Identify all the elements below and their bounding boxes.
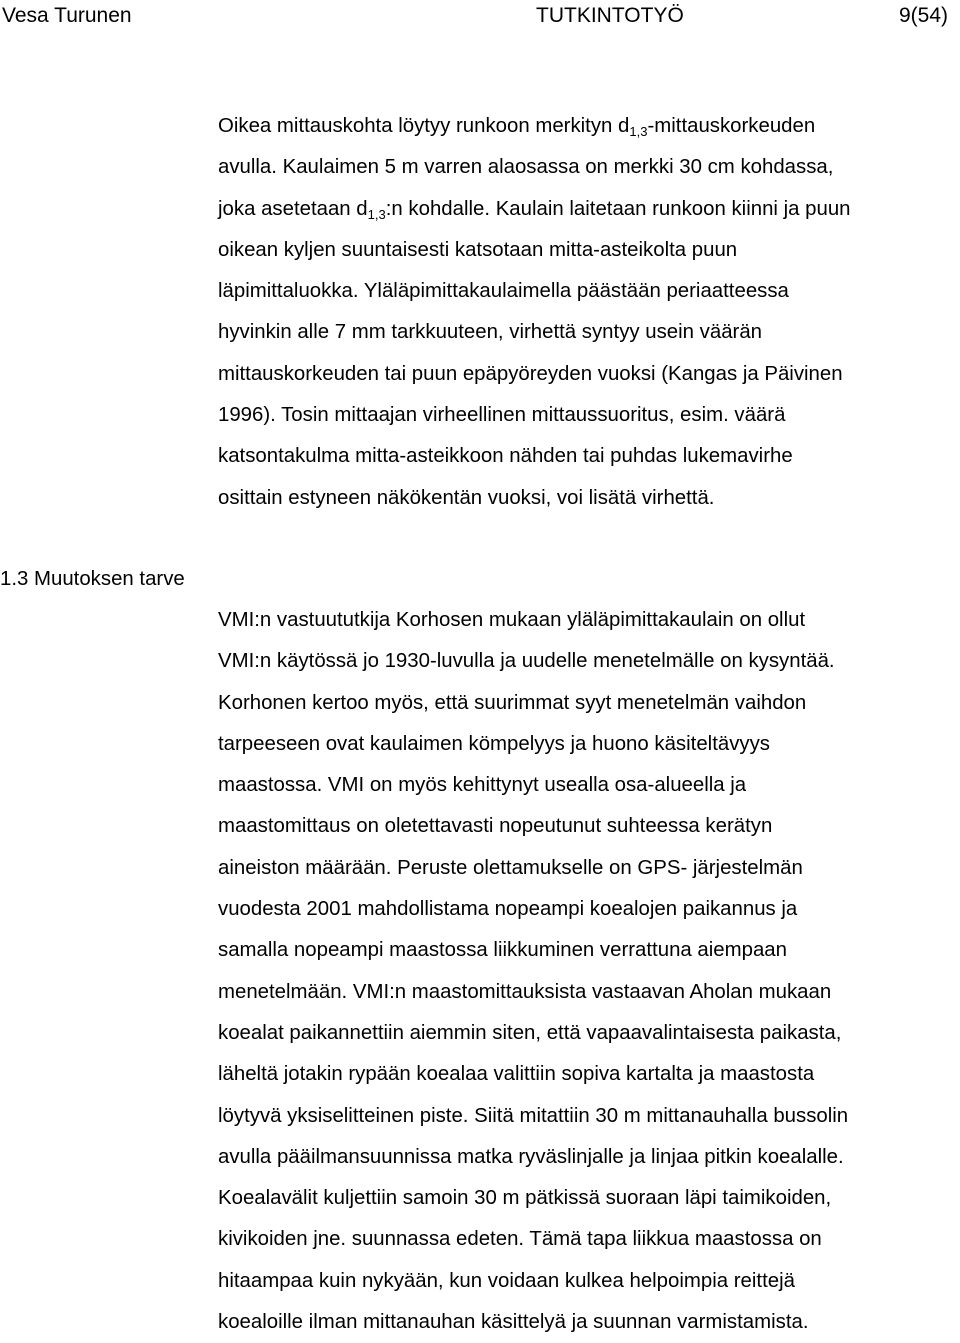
section-heading: 1.3 Muutoksen tarve	[0, 568, 185, 590]
text-line: Koealavälit kuljettiin samoin 30 m pätkissä suoraan läpi taimikoiden,	[218, 1187, 832, 1210]
text-line: mittauskorkeuden tai puun epäpyöreyden vuoksi (Kangas ja Päivinen	[218, 362, 843, 385]
text-line: koealoille ilman mittanauhan käsittelyä ja suunnan varmistamista.	[218, 1311, 809, 1334]
text-line: osittain estyneen näkökentän vuoksi, voi lisätä virhettä.	[218, 486, 715, 509]
text-line: joka asetetaan $d_{1,3}:n$ kohdalle. Kaulain laitetaan runkoon kiinni ja puun	[218, 197, 851, 222]
text-line: löytyvä yksiselitteinen piste. Siitä mitattiin 30 m mittanauhalla bussolin	[218, 1104, 849, 1127]
text-line: läheltä jotakin rypään koealaa valittiin sopiva kartalta ja maastosta	[218, 1063, 815, 1086]
text-line: aineiston määrään. Peruste olettamukselle on GPS- järjestelmän	[218, 856, 803, 879]
text-line: VMI:n käytössä jo 1930-luvulla ja uudelle menetelmälle on kysyntää.	[218, 650, 835, 673]
text-line: vuodesta 2001 mahdollistama nopeampi koealojen paikannus ja	[218, 898, 798, 921]
text-line: maastossa. VMI on myös kehittynyt usealla osa-alueella ja	[218, 774, 747, 797]
text-line: hitaampaa kuin nykyään, kun voidaan kulkea helpoimpia reittejä	[218, 1269, 795, 1292]
text-line: oikean kyljen suuntaisesti katsotaan mitta-asteikolta puun	[218, 238, 738, 261]
header-page-number: 9(54)	[898, 4, 948, 27]
text-line: avulla pääilmansuunnissa matka ryväslinjalle ja linjaa pitkin koealalle.	[218, 1145, 844, 1168]
header-document-type: TUTKINTOTYÖ	[536, 4, 684, 27]
text-line: maastomittaus on oletettavasti nopeutunut suhteessa kerätyn	[218, 815, 773, 838]
text-line: 1996). Tosin mittaajan virheellinen mittaussuoritus, esim. väärä	[218, 404, 786, 427]
text-line: Oikea mittauskohta löytyy runkoon merkityn $d_{1,3}$-mittauskorkeuden	[218, 115, 816, 139]
subscript: 1,3	[367, 206, 386, 222]
text-line: avulla. Kaulaimen 5 m varren alaosassa on merkki 30 cm kohdassa,	[218, 156, 834, 179]
text-line: koealat paikannettiin aiemmin siten, että vapaavalintaisesta paikasta,	[218, 1021, 842, 1044]
subscript: 1,3	[629, 124, 648, 139]
text-line: läpimittaluokka. Yläläpimittakaulaimella päästään periaatteessa	[218, 280, 789, 303]
header-author: Vesa Turunen	[2, 4, 132, 27]
text-line: samalla nopeampi maastossa liikkuminen verrattuna aiempaan	[218, 939, 787, 962]
text-line: VMI:n vastuututkija Korhosen mukaan yläläpimittakaulain on ollut	[218, 609, 806, 631]
text-line: tarpeeseen ovat kaulaimen kömpelyys ja huono käsiteltävyys	[218, 732, 770, 755]
page-header	[0, 4, 960, 30]
paragraph-measurement	[218, 106, 960, 519]
text-line: hyvinkin alle 7 mm tarkkuuteen, virhettä syntyy usein väärän	[218, 321, 763, 344]
text-line: kivikoiden jne. suunnassa edeten. Tämä tapa liikkua maastossa on	[218, 1228, 822, 1251]
paragraph-need-for-change	[218, 600, 960, 1343]
text-line: katsontakulma mitta-asteikkoon nähden tai puhdas lukemavirhe	[218, 445, 793, 468]
text-line: Korhonen kertoo myös, että suurimmat syyt menetelmän vaihdon	[218, 691, 807, 714]
text-line: menetelmään. VMI:n maastomittauksista vastaavan Aholan mukaan	[218, 980, 832, 1003]
